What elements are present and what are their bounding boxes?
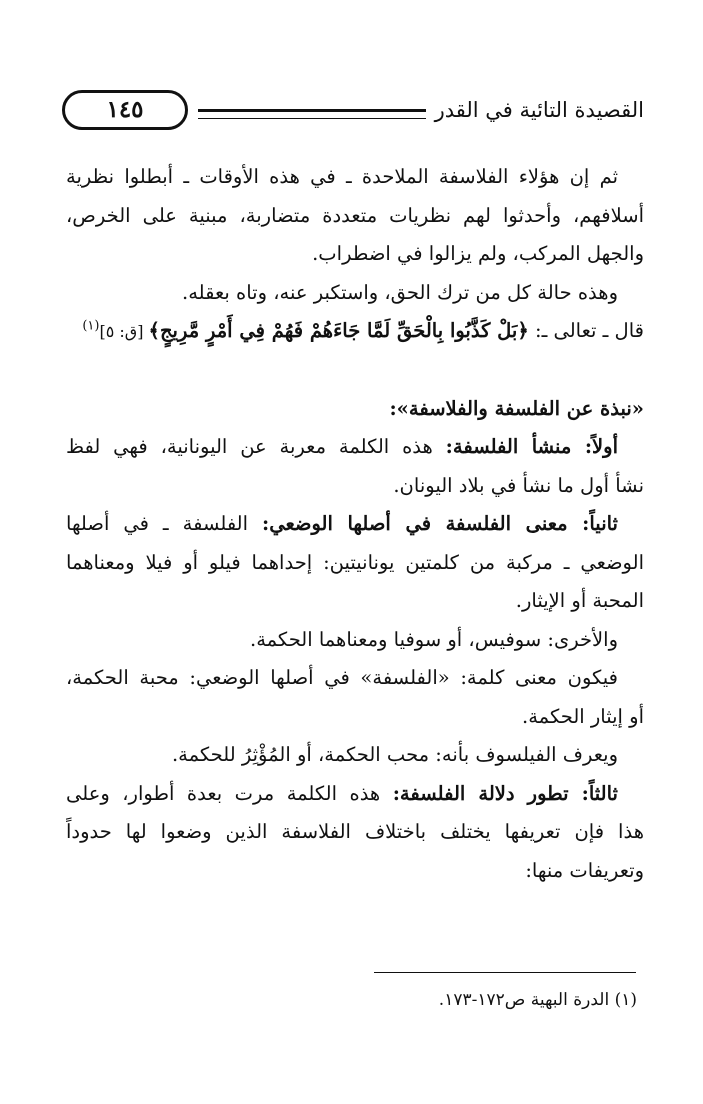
body-line: هذا فإن تعريفها يختلف باختلاف الفلاسفة الذين وضعوا لها حدوداً: [66, 820, 644, 843]
body-line: المحبة أو الإيثار.: [515, 589, 644, 612]
page-number: ١٤٥: [62, 90, 188, 130]
subheading-label: ثالثاً: تطور دلالة الفلسفة:: [392, 781, 618, 805]
running-header: [62, 90, 644, 134]
header-rule: [198, 109, 426, 119]
section-gap: [66, 352, 644, 390]
verse-reference: [ق: ٥]: [99, 322, 149, 341]
body-line: نشأ أول ما نشأ في بلاد اليونان.: [393, 473, 644, 497]
footnote-rule: [374, 972, 636, 973]
body-line: ويعرف الفيلسوف بأنه: محب الحكمة، أو المُؤْثِرُ للحكمة.: [171, 743, 618, 766]
body-line: [66, 505, 644, 544]
subheading-text: هذه الكلمة معربة عن اليونانية، فهي لفظ: [66, 435, 446, 458]
citation-intro: قال ـ تعالى ـ:: [528, 319, 644, 342]
body-line: فيكون معنى كلمة: «الفلسفة» في أصلها الوضعي: محبة الحكمة،: [66, 666, 618, 689]
quran-citation-line: [66, 312, 644, 352]
footnote: (١) الدرة البهية ص١٧٢-١٧٣.: [438, 990, 637, 1010]
footnote-mark: (١): [82, 318, 100, 334]
quran-verse: ﴿بَلْ كَذَّبُوا بِالْحَقِّ لَمَّا جَاءَهُمْ فَهُمْ فِي أَمْرٍ مَّرِيجٍ﴾: [148, 319, 529, 342]
body-line: أسلافهم، وأحدثوا لهم نظريات متعددة متضاربة، مبنية على الخرص،: [66, 203, 644, 227]
body-line: الوضعي ـ مركبة من كلمتين يونانيتين: إحداهما فيلو أو فيلا ومعناهما: [66, 550, 644, 574]
body-line: والأخرى: سوفيس، أو سوفيا ومعناهما الحكمة.: [250, 627, 618, 651]
body-line: ثم إن هؤلاء الفلاسفة الملاحدة ـ في هذه الأوقات ـ أبطلوا نظرية: [66, 165, 618, 188]
body-line: أو إيثار الحكمة.: [522, 704, 644, 728]
subheading-text: الفلسفة ـ في أصلها: [66, 512, 263, 535]
subheading-label: ثانياً: معنى الفلسفة في أصلها الوضعي:: [262, 512, 618, 535]
subheading-label: أولاً: منشأ الفلسفة:: [445, 435, 618, 458]
running-title: القصيدة التائية في القدر: [434, 98, 644, 122]
body-line: وهذه حالة كل من ترك الحق، واستكبر عنه، وتاه بعقله.: [182, 280, 618, 304]
body-line: [66, 775, 644, 814]
body-line: وتعريفات منها:: [525, 858, 644, 882]
body-line: [66, 428, 644, 467]
section-heading: «نبذة عن الفلسفة والفلاسفة»:: [389, 396, 644, 420]
subheading-text: هذه الكلمة مرت بعدة أطوار، وعلى: [66, 781, 393, 805]
body-line: والجهل المركب، ولم يزالوا في اضطراب.: [312, 242, 644, 265]
page-body: [66, 158, 644, 890]
